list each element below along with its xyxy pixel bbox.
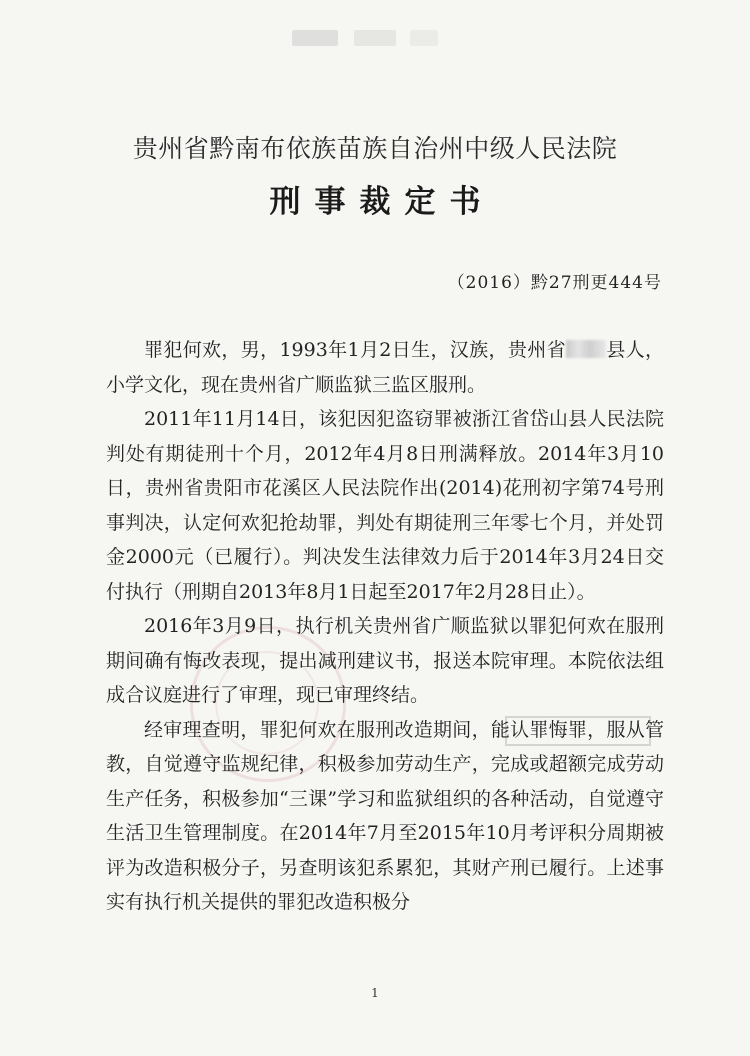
- page-number: 1: [371, 986, 379, 1000]
- court-name: 贵州省黔南布依族苗族自治州中级人民法院: [132, 134, 618, 163]
- document-body: [106, 333, 664, 920]
- paragraph-procedure: 2016年3月9日，执行机关贵州省广顺监狱以罪犯何欢在服刑期间确有悔改表现，提出减刑建议书，报送本院审理。本院依法组成合议庭进行了审理，现已审理终结。: [106, 615, 664, 706]
- scan-artifact: [410, 30, 438, 46]
- paragraph-criminal-history: 2011年11月14日，该犯因犯盗窃罪被浙江省岱山县人民法院判处有期徒刑十个月，2012年4月8日刑满释放。2014年3月10日，贵州省贵阳市花溪区人民法院作出(2014)花刑初字第74号刑事判决，认定何欢犯抢劫罪，判处有期徒刑三年零七个月，并处罚金2000元（已履行）。判决发生法律效力后于2014年3月24日交付执行（刑期自2013年8月1日起至2017年2月28日止）。: [106, 408, 664, 603]
- paragraph-criminal-info-end: 县人，小学文化，现在贵州省广顺监狱三监区服刑。: [106, 339, 664, 396]
- scan-artifact: [292, 30, 338, 46]
- scan-artifact: [354, 30, 396, 46]
- redacted-region: [566, 340, 606, 358]
- paragraph-criminal-info-start: 罪犯何欢，男，1993年1月2日生，汉族，贵州省: [144, 339, 566, 361]
- document-title: 刑事裁定书: [269, 184, 495, 220]
- paragraph-findings: 经审理查明，罪犯何欢在服刑改造期间，能认罪悔罪，服从管教，自觉遵守监规纪律，积极参加劳动生产，完成或超额完成劳动生产任务，积极参加“三课”学习和监狱组织的各种活动，自觉遵守生活卫生管理制度。在2014年7月至2015年10月考评积分周期被评为改造积极分子，另查明该犯系累犯，其财产刑已履行。上述事实有执行机关提供的罪犯改造积极分: [106, 718, 664, 913]
- case-number: （2016）黔27刑更444号: [447, 273, 662, 293]
- paragraph-criminal-info: [106, 333, 664, 402]
